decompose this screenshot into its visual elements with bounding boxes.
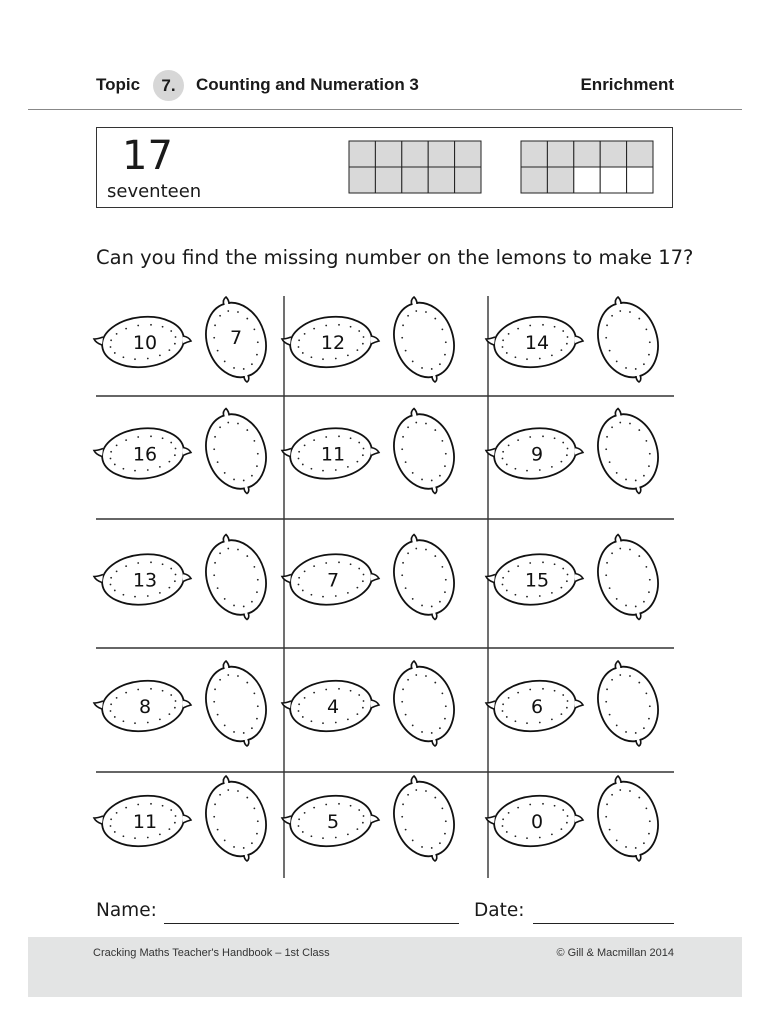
lemon-given: [282, 424, 379, 482]
lemon-answer[interactable]: [197, 774, 276, 864]
grid-lines: [96, 296, 674, 878]
lemon-given-number: 14: [524, 332, 550, 354]
lemon-answer[interactable]: [589, 532, 668, 622]
lemon-given: [282, 313, 379, 371]
date-label: Date:: [474, 900, 525, 921]
lemon-given-number: 11: [320, 443, 346, 466]
topic-label: Topic: [96, 75, 141, 94]
lemon-given: [486, 424, 583, 482]
lemon-given-number: 12: [320, 332, 346, 354]
question-text: Can you find the missing number on the lemons to make 17?: [96, 246, 694, 269]
lemon-answer[interactable]: [197, 532, 276, 622]
lemon-given: [282, 677, 379, 735]
lemon-answer[interactable]: [385, 295, 464, 385]
lemon-given-number: 16: [132, 443, 158, 466]
lemon-given-number: 5: [326, 811, 340, 833]
lemon-answer[interactable]: [197, 295, 276, 385]
lemon-answer[interactable]: [197, 406, 276, 496]
lemon-given-number: 9: [530, 443, 544, 466]
footer-left-text: Cracking Maths Teacher's Handbook – 1st Class: [93, 947, 330, 959]
lemon-given: [486, 677, 583, 735]
lemon-given: [94, 313, 191, 371]
lemon-answer[interactable]: [589, 295, 668, 385]
lemon-answer[interactable]: [589, 406, 668, 496]
name-input-line[interactable]: [164, 923, 459, 924]
footer-bar: [28, 937, 742, 997]
topic-number-badge: 7.: [153, 70, 184, 101]
footer-right-text: © Gill & Macmillan 2014: [556, 947, 674, 959]
lemon-given: [94, 550, 191, 608]
lemon-given: [486, 792, 583, 850]
name-label: Name:: [96, 900, 157, 921]
lemon-given-number: 13: [132, 569, 158, 592]
section-label: Enrichment: [580, 75, 674, 94]
lemon-answer[interactable]: [385, 659, 464, 749]
lemon-answer[interactable]: [385, 774, 464, 864]
lemon-answer[interactable]: [385, 532, 464, 622]
lemon-given: [94, 424, 191, 482]
lemon-given-number: 0: [530, 811, 544, 833]
lemon-answer[interactable]: [385, 406, 464, 496]
lemon-given-number: 7: [326, 569, 340, 592]
lemon-answer[interactable]: [589, 774, 668, 864]
lemon-answer-number: 7: [229, 327, 243, 349]
lemon-given-number: 8: [138, 696, 152, 718]
lemon-answer[interactable]: [589, 659, 668, 749]
topic-title: Counting and Numeration 3: [196, 75, 419, 94]
lemon-given: [486, 550, 583, 608]
lemon-given: [282, 550, 379, 608]
lemon-given-number: 4: [326, 696, 340, 718]
lemon-given: [94, 677, 191, 735]
date-input-line[interactable]: [533, 923, 674, 924]
lemon-answer[interactable]: [197, 659, 276, 749]
name-date-fields: [96, 898, 676, 928]
number-word: seventeen: [107, 181, 202, 202]
lemon-given-number: 6: [530, 696, 544, 718]
lemon-given: [486, 313, 583, 371]
lemon-given: [94, 792, 191, 850]
number-numeral: 17: [122, 133, 173, 179]
lemon-given-number: 10: [132, 332, 158, 354]
lemon-given: [282, 792, 379, 850]
lemon-given-number: 15: [524, 569, 550, 592]
lemon-given-number: 11: [132, 811, 158, 833]
